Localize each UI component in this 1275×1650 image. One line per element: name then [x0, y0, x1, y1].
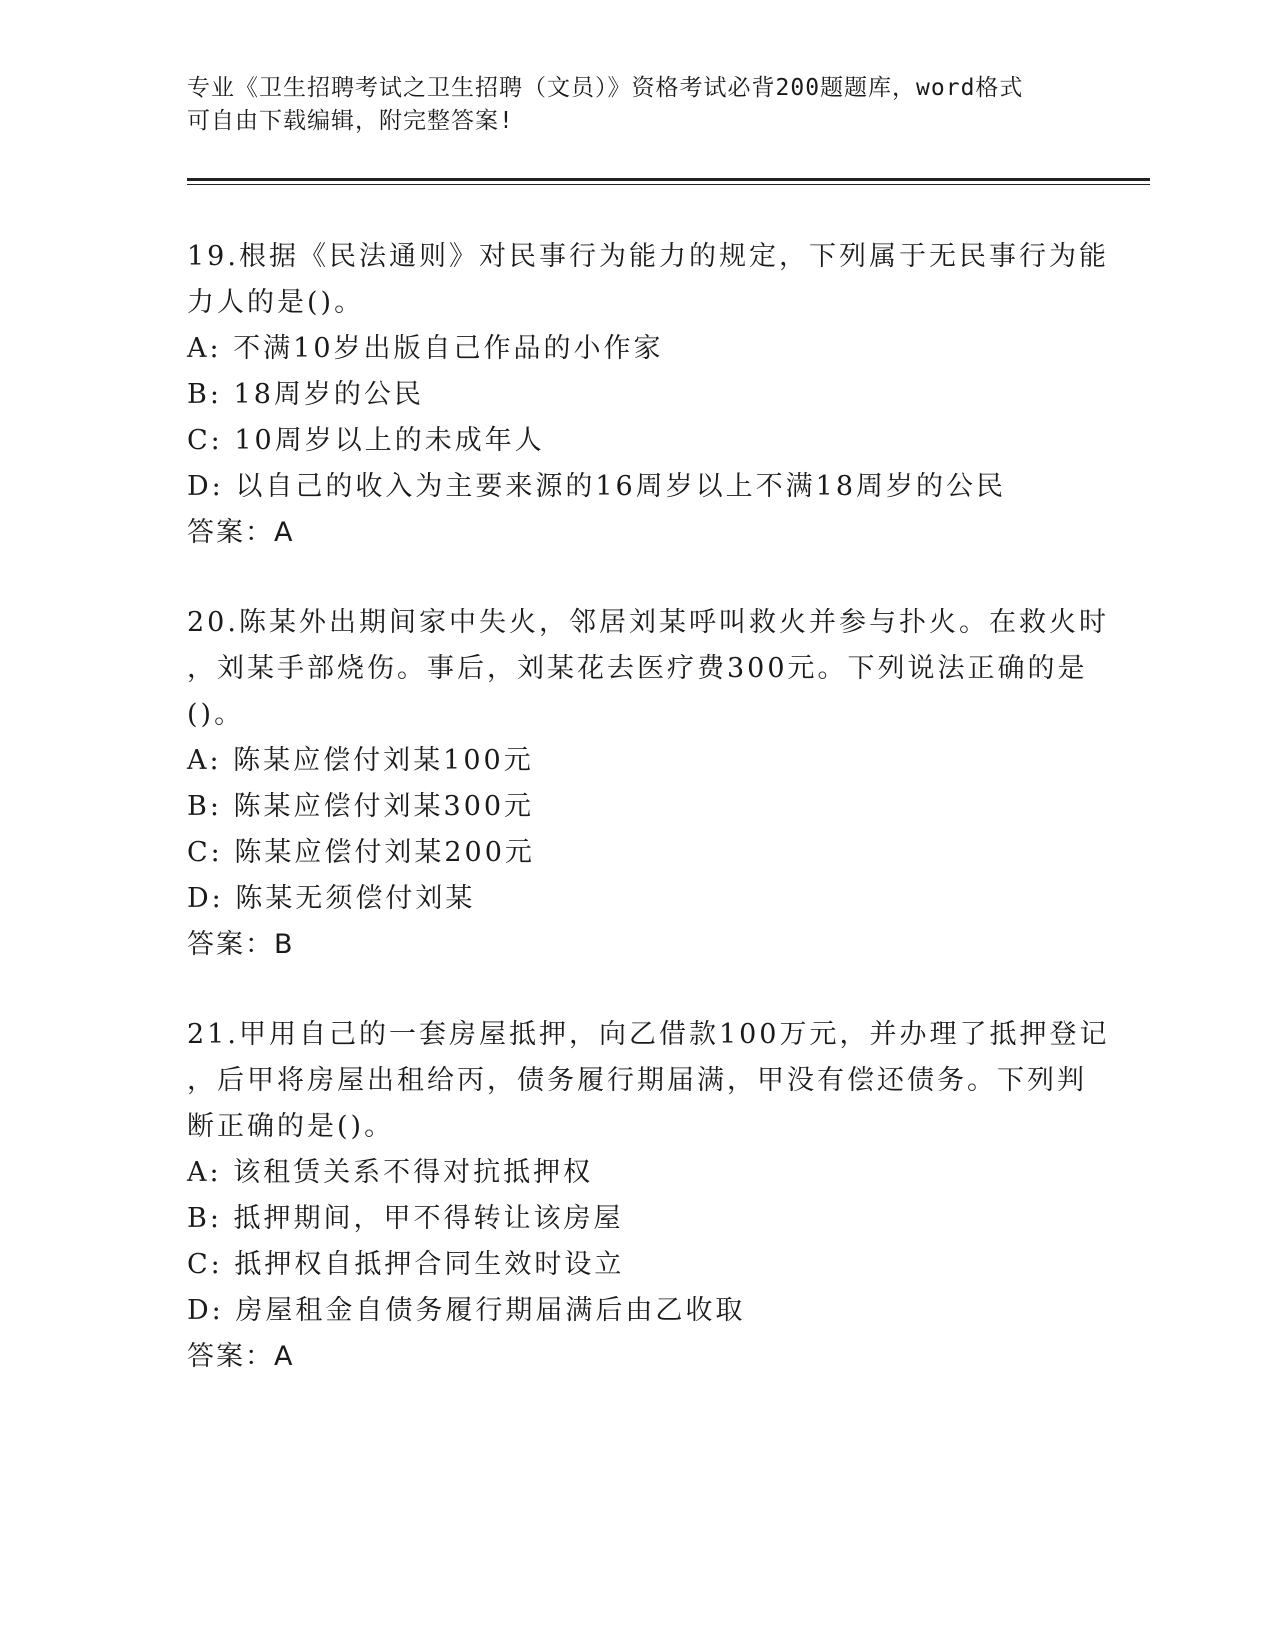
option-c: C: 陈某应偿付刘某200元 — [187, 837, 535, 868]
option-d: D: 房屋租金自债务履行期届满后由乙收取 — [187, 1295, 746, 1326]
document-header — [187, 72, 1087, 138]
header-divider-thin — [187, 184, 1150, 185]
question-list — [187, 234, 1110, 1424]
question-text-line: 断正确的是()。 — [187, 1111, 395, 1142]
option-b: B: 抵押期间，甲不得转让该房屋 — [187, 1203, 624, 1234]
question-text-line: 力人的是()。 — [187, 287, 365, 318]
answer-label: 答案：A — [187, 1341, 295, 1372]
header-divider-thick — [187, 178, 1150, 181]
question-20 — [187, 600, 1109, 968]
question-21 — [187, 1012, 1110, 1380]
option-a: A: 该租赁关系不得对抗抵押权 — [187, 1157, 594, 1188]
question-text-line: 21.甲用自己的一套房屋抵押，向乙借款100万元，并办理了抵押登记 — [187, 1019, 1110, 1050]
option-c: C: 抵押权自抵押合同生效时设立 — [187, 1249, 625, 1280]
answer-label: 答案：A — [187, 517, 295, 548]
answer-label: 答案：B — [187, 929, 295, 960]
option-c: C: 10周岁以上的未成年人 — [187, 425, 545, 456]
question-text-line: 19.根据《民法通则》对民事行为能力的规定，下列属于无民事行为能 — [187, 241, 1109, 272]
option-a: A: 不满10岁出版自己作品的小作家 — [187, 333, 664, 364]
header-title-line-2: 可自由下载编辑，附完整答案! — [187, 108, 514, 134]
option-b: B: 陈某应偿付刘某300元 — [187, 791, 535, 822]
question-text-line: 20.陈某外出期间家中失火，邻居刘某呼叫救火并参与扑火。在救火时 — [187, 607, 1109, 638]
header-title-line-1: 专业《卫生招聘考试之卫生招聘（文员）》资格考试必背200题题库，word格式 — [187, 75, 1024, 101]
question-19 — [187, 234, 1109, 556]
option-a: A: 陈某应偿付刘某100元 — [187, 745, 534, 776]
question-text-line: ，刘某手部烧伤。事后，刘某花去医疗费300元。下列说法正确的是 — [187, 653, 1088, 684]
option-b: B: 18周岁的公民 — [187, 379, 424, 410]
question-text-line: ，后甲将房屋出租给丙，债务履行期届满，甲没有偿还债务。下列判 — [187, 1065, 1087, 1096]
option-d: D: 陈某无须偿付刘某 — [187, 883, 476, 914]
option-d: D: 以自己的收入为主要来源的16周岁以上不满18周岁的公民 — [187, 471, 1007, 502]
question-text-line: ()。 — [187, 699, 245, 730]
